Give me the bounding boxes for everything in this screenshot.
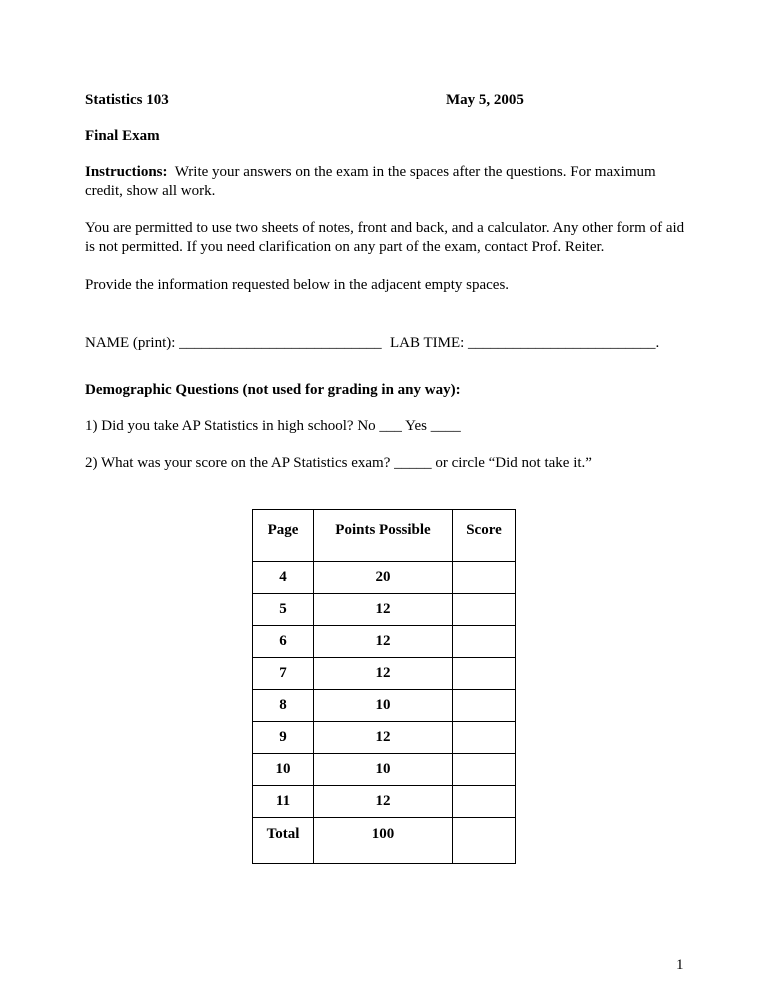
column-header-page: Page — [253, 510, 314, 562]
page-cell: 8 — [253, 690, 314, 722]
score-cell[interactable] — [453, 786, 516, 818]
exam-title: Final Exam — [85, 128, 160, 144]
column-header-score: Score — [453, 510, 516, 562]
score-cell[interactable] — [453, 658, 516, 690]
table-row — [253, 626, 516, 658]
points-cell: 12 — [314, 722, 453, 754]
table-row — [253, 594, 516, 626]
score-table — [252, 509, 516, 864]
instructions-paragraph — [85, 163, 685, 201]
total-score-cell[interactable] — [453, 818, 516, 864]
page-cell: 9 — [253, 722, 314, 754]
table-row — [253, 562, 516, 594]
score-cell[interactable] — [453, 722, 516, 754]
points-cell: 12 — [314, 594, 453, 626]
name-field[interactable]: NAME (print): ___________________________ — [85, 335, 382, 351]
score-cell[interactable] — [453, 562, 516, 594]
instructions-label: Instructions: — [85, 164, 168, 180]
table-row — [253, 722, 516, 754]
column-header-points: Points Possible — [314, 510, 453, 562]
page-cell: 10 — [253, 754, 314, 786]
table-row — [253, 754, 516, 786]
score-cell[interactable] — [453, 754, 516, 786]
table-header-row — [253, 510, 516, 562]
points-cell: 10 — [314, 754, 453, 786]
total-label-cell: Total — [253, 818, 314, 864]
exam-date: May 5, 2005 — [446, 92, 524, 108]
provide-info-text: Provide the information requested below in the adjacent empty spaces. — [85, 277, 510, 293]
instructions-text: Write your answers on the exam in the spaces after the questions. For maximum credit, show all work. — [85, 164, 656, 199]
page-cell: 5 — [253, 594, 314, 626]
points-cell: 10 — [314, 690, 453, 722]
page-cell: 6 — [253, 626, 314, 658]
permissions-paragraph: You are permitted to use two sheets of notes, front and back, and a calculator. Any other form of aid is not permitted. If you need clarification on any part of the exam, contact Prof. Reiter. — [85, 220, 685, 255]
points-cell: 20 — [314, 562, 453, 594]
page-cell: 11 — [253, 786, 314, 818]
demographics-heading: Demographic Questions (not used for grading in any way): — [85, 382, 461, 398]
page-cell: 4 — [253, 562, 314, 594]
page-number: 1 — [676, 957, 684, 973]
page-cell: 7 — [253, 658, 314, 690]
course-title: Statistics 103 — [85, 92, 169, 108]
table-row — [253, 658, 516, 690]
points-cell: 12 — [314, 626, 453, 658]
demographic-question-2[interactable]: 2) What was your score on the AP Statistics exam? _____ or circle “Did not take it.” — [85, 455, 592, 471]
lab-time-field[interactable]: LAB TIME: _________________________. — [390, 335, 660, 351]
score-cell[interactable] — [453, 626, 516, 658]
table-total-row — [253, 818, 516, 864]
score-cell[interactable] — [453, 594, 516, 626]
points-cell: 12 — [314, 786, 453, 818]
total-points-cell: 100 — [314, 818, 453, 864]
points-cell: 12 — [314, 658, 453, 690]
score-cell[interactable] — [453, 690, 516, 722]
table-row — [253, 690, 516, 722]
table-row — [253, 786, 516, 818]
demographic-question-1[interactable]: 1) Did you take AP Statistics in high school? No ___ Yes ____ — [85, 418, 461, 434]
